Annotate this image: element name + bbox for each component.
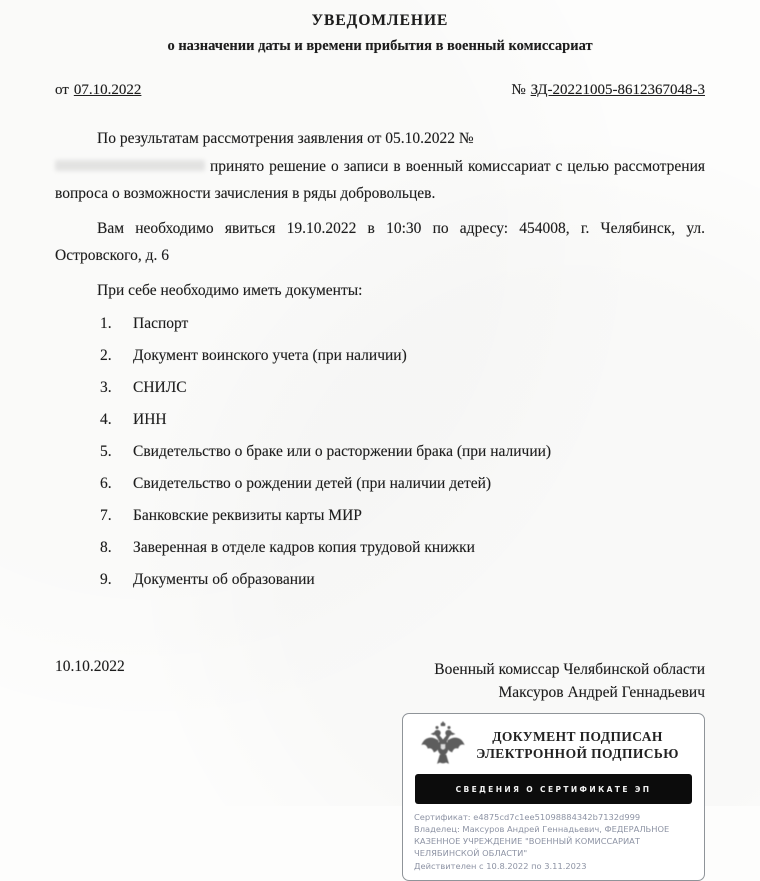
list-item — [100, 569, 705, 590]
list-item-text: Свидетельство о браке или о расторжении брака (при наличии) — [133, 443, 552, 460]
list-item — [100, 473, 705, 494]
list-item-text: Свидетельство о рождении детей (при наличии детей) — [133, 475, 492, 492]
document-subtitle: о назначении даты и времени прибытия в военный комиссариат — [167, 38, 593, 54]
documents-intro: При себе необходимо иметь документы: — [97, 281, 363, 299]
number-value: ЗД-20221005-8612367048-3 — [530, 82, 705, 98]
stamp-header — [412, 721, 695, 769]
signature-date: 10.10.2022 — [55, 658, 125, 675]
list-item-number: 4. — [100, 411, 112, 428]
certificate-owner: Владелец: Максуров Андрей Геннадьевич, ФЕДЕРАЛЬНОЕ КАЗЕННОЕ УЧРЕЖДЕНИЕ "ВОЕННЫЙ КОМИССАРИАТ ЧЕЛЯБИНСКОЙ ОБЛАСТИ" — [414, 824, 670, 858]
number-prefix: № — [511, 82, 526, 98]
date-value: 07.10.2022 — [73, 82, 142, 98]
list-item — [100, 505, 705, 526]
document-number — [511, 82, 705, 99]
list-item-number: 1. — [100, 315, 112, 332]
list-item-text: Заверенная в отделе кадров копия трудовой книжки — [133, 539, 475, 556]
list-item — [100, 313, 705, 334]
list-item-number: 2. — [100, 347, 112, 364]
list-item-number: 3. — [100, 379, 112, 396]
certificate-validity: Действителен с 10.8.2022 по 3.11.2023 — [414, 860, 587, 871]
list-item-number: 9. — [100, 571, 112, 588]
list-item-number: 6. — [100, 475, 112, 492]
list-item-text: Банковские реквизиты карты МИР — [133, 507, 362, 524]
signer-name: Максуров Андрей Геннадьевич — [498, 684, 705, 701]
signer-title: Военный комиссар Челябинской области — [434, 661, 705, 678]
stamp-title — [466, 728, 695, 762]
paragraph-resolution — [55, 125, 705, 208]
redacted-application-number — [55, 160, 205, 171]
certificate-number: Сертификат: e4875cd7c1ee51098884342b7132d999 — [414, 811, 641, 822]
certificate-details — [414, 811, 693, 872]
esignature-stamp — [402, 713, 705, 881]
list-item-number: 8. — [100, 539, 112, 556]
stamp-title-line1: ДОКУМЕНТ ПОДПИСАН — [492, 729, 663, 744]
meta-row — [55, 82, 705, 99]
list-item — [100, 377, 705, 398]
stamp-title-line2: ЭЛЕКТРОННОЙ ПОДПИСЬЮ — [476, 746, 679, 761]
document-title: УВЕДОМЛЕНИЕ — [311, 12, 449, 29]
documents-list — [100, 313, 705, 590]
footer-row — [55, 658, 705, 881]
list-item-number: 5. — [100, 443, 112, 460]
paragraph-appointment: Вам необходимо явиться 19.10.2022 в 10:30 по адресу: 454008, г. Челябинск, ул. Островского, д. 6 — [55, 219, 705, 264]
document-date — [55, 82, 141, 99]
certificate-info-bar: СВЕДЕНИЯ О СЕРТИФИКАТЕ ЭП — [415, 774, 692, 804]
list-item — [100, 345, 705, 366]
coat-of-arms-eagle-icon — [420, 721, 466, 769]
paragraph-resolution-line1: По результатам рассмотрения заявления от 05.10.2022 № — [97, 130, 474, 147]
list-item-text: Документы об образовании — [133, 571, 315, 588]
list-item-number: 7. — [100, 507, 112, 524]
list-item-text: Паспорт — [133, 315, 189, 332]
list-item-text: Документ воинского учета (при наличии) — [133, 347, 407, 364]
list-item-text: СНИЛС — [133, 379, 187, 396]
list-item — [100, 537, 705, 558]
list-item — [100, 441, 705, 462]
list-item — [100, 409, 705, 430]
date-prefix: от — [55, 82, 69, 98]
list-item-text: ИНН — [133, 411, 167, 428]
signature-block — [402, 658, 705, 881]
paragraph-resolution-line2: принято решение о записи в военный комиссариат с целью рассмотрения вопроса о возможности зачисления в ряды добровольцев. — [55, 157, 705, 202]
